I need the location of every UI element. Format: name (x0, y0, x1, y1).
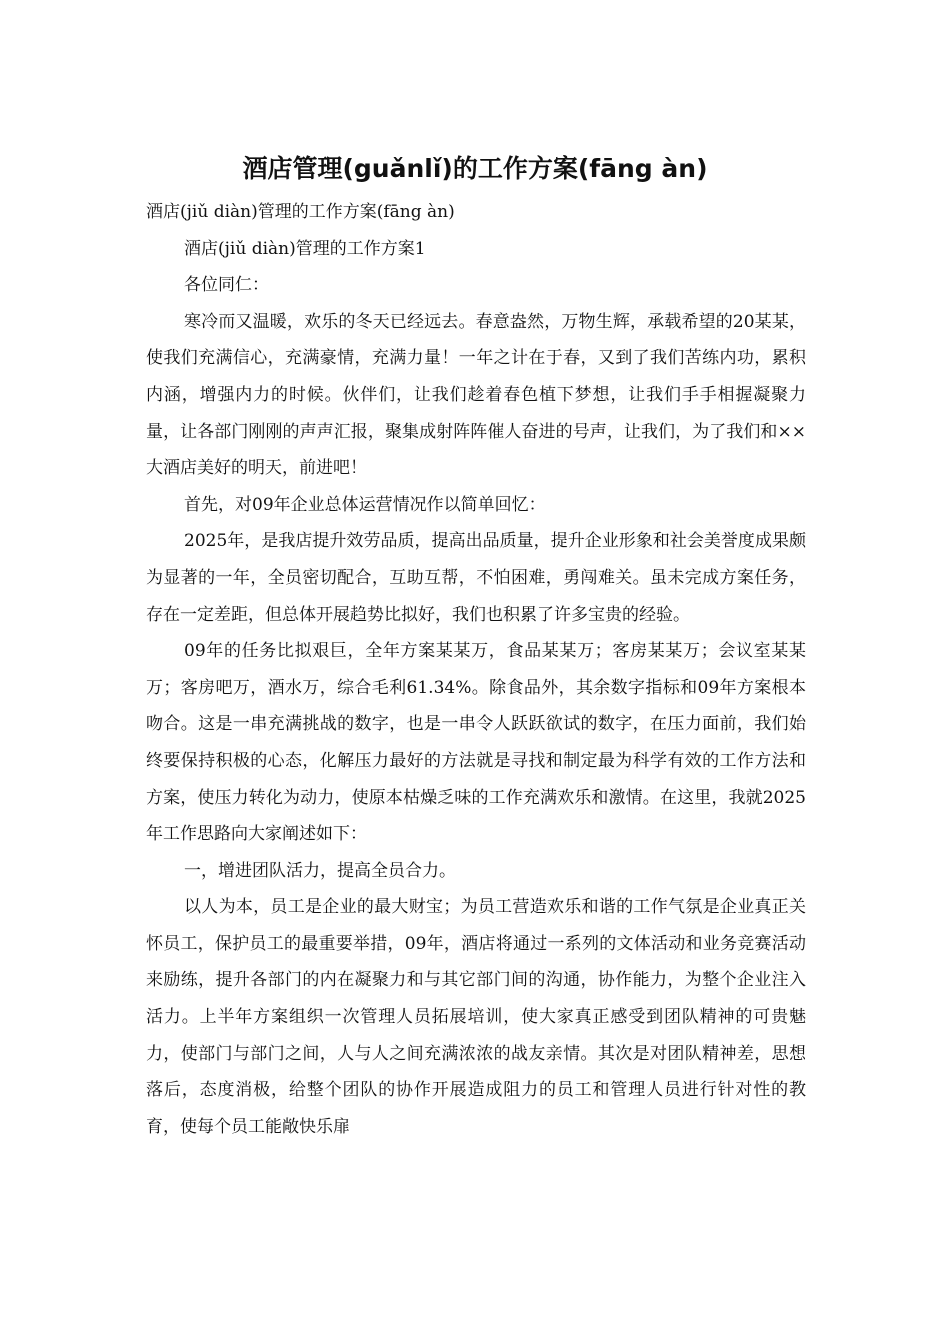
paragraph: 以人为本，员工是企业的最大财宝；为员工营造欢乐和谐的工作气氛是企业真正关怀员工，保护员工的最重要举措，09年，酒店将通过一系列的文体活动和业务竞赛活动来励练，提升各部门的内在凝聚力和与其它部门间的沟通，协作能力，为整个企业注入活力。上半年方案组织一次管理人员拓展培训，使大家真正感受到团队精神的可贵魅力，使部门与部门之间，人与人之间充满浓浓的战友亲情。其次是对团队精神差，思想落后，态度消极，给整个团队的协作开展造成阻力的员工和管理人员进行针对性的教育，使每个员工能敞快乐扉 (146, 897, 806, 1137)
paragraph: 09年的任务比拟艰巨，全年方案某某万，食品某某万；客房某某万；会议室某某万；客房吧万，酒水万，综合毛利61.34%。除食品外，其余数字指标和09年方案根本吻合。这是一串充满挑战的数字，也是一串令人跃跃欲试的数字，在压力面前，我们始终要保持积极的心态，化解压力最好的方法就是寻找和制定最为科学有效的工作方法和方案，使压力转化为动力，使原本枯燥乏味的工作充满欢乐和激情。在这里，我就2025年工作思路向大家阐述如下： (146, 641, 806, 845)
paragraph: 各位同仁： (184, 275, 269, 296)
document-body (146, 194, 806, 1145)
paragraph: 酒店(jiǔ diàn)管理的工作方案1 (184, 238, 426, 259)
document-title: 酒店管理(guǎnlǐ)的工作方案(fāng àn) (242, 154, 708, 183)
paragraph: 酒店(jiǔ diàn)管理的工作方案(fāng àn) (146, 202, 455, 222)
paragraph: 一，增进团队活力，提高全员合力。 (184, 860, 456, 881)
paragraph: 首先，对09年企业总体运营情况作以简单回忆： (184, 494, 546, 515)
paragraph: 2025年，是我店提升效劳品质，提高出品质量，提升企业形象和社会美誉度成果颇为显著的一年，全员密切配合，互助互帮，不怕困难，勇闯难关。虽未完成方案任务，存在一定差距，但总体开展趋势比拟好，我们也积累了许多宝贵的经验。 (146, 531, 806, 625)
paragraph: 寒冷而又温暖，欢乐的冬天已经远去。春意盎然，万物生辉，承载希望的20某某，使我们充满信心，充满豪情，充满力量！一年之计在于春，又到了我们苦练内功，累积内涵，增强内力的时候。伙伴们，让我们趁着春色植下梦想，让我们手手相握凝聚力量，让各部门刚刚的声声汇报，聚集成射阵阵催人奋进的号声，让我们，为了我们和××大酒店美好的明天，前进吧！ (146, 311, 806, 479)
